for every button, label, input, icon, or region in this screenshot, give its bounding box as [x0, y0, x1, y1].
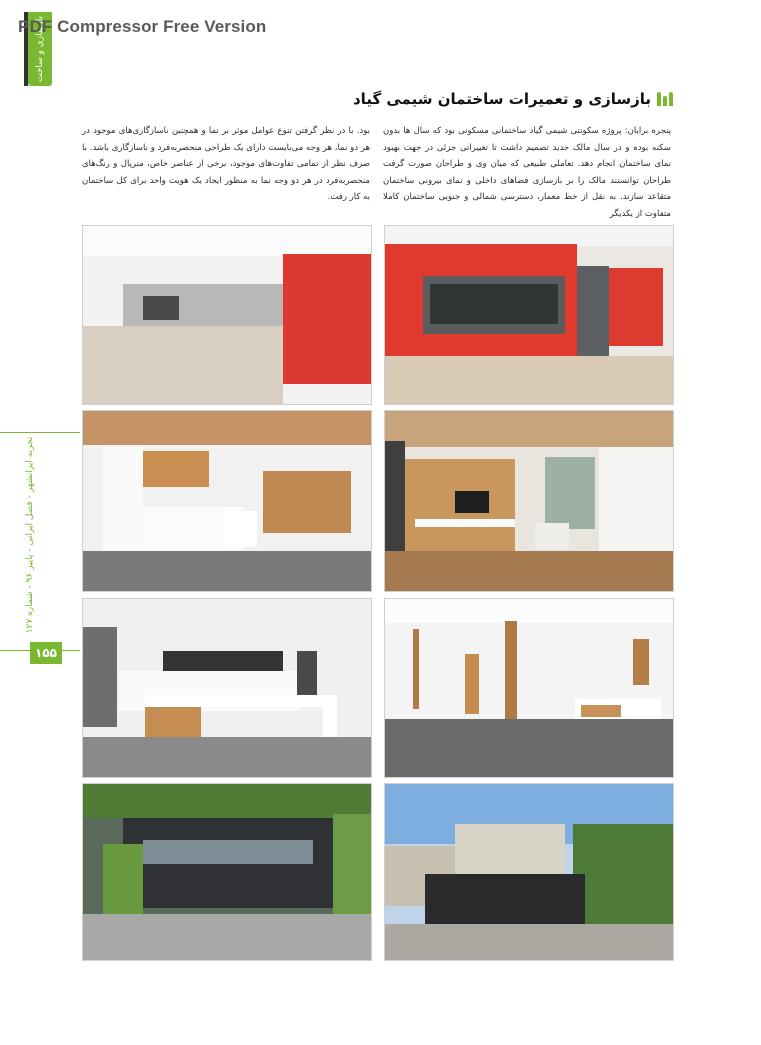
article-title: بازسازی و تعمیرات ساختمان شیمی گیاد: [352, 90, 651, 108]
journal-label-text: تجربه ایرانشهر - فصل ایرانی - پاییز ۹۶ - شماره ۱۲۷: [25, 436, 35, 634]
section-tab-label: بازسازی و ساخت: [35, 15, 45, 83]
article-column-2: بود. با در نظر گرفتن تنوع عوامل موثر بر نما و همچنین ناسازگاری‌های موجود در هر دو نما، هر وجه می‌بایست دارای یک طراحی منحصربه‌فرد و ناسازگاری باشد. با صرف نظر از تمامی تفاوت‌های موجود، برخی از عناصر خاص، متریال و رنگ‌های منحصربه‌فرد در هر دو وجه نما به منظور ایجاد یک هویت واحد برای کل ساختمان به کار رفت.: [82, 126, 370, 203]
photo-exterior-entrance: [82, 783, 372, 961]
photo-red-tile-wall-parking: [82, 225, 372, 405]
photo-hall-wood-panels: [384, 598, 674, 778]
photo-red-tile-facade-interior: [384, 225, 674, 405]
photo-kitchen-wood-cabinets: [82, 410, 372, 592]
side-divider-top: [0, 432, 80, 433]
photo-kitchen-island: [82, 598, 372, 778]
article-column-1: پنجره‌ برایان: پروژه سکونتی شیمی گیاد ساختمانی مسکونی بود که سال ها بدون سکنه بوده و در سال مالک جدید تصمیم داشت تا تغییراتی جزئی در جهت بهبود نمای ساختمان انجام دهد. تعاملی طبیعی که میان وی و طراحان صورت گرفت طراحان توانستند مالک را بر بازسازی فضاهای داخلی و نمای بیرونی ساختمان متقاعد سازند. به نقل از خط معمار، دسترسی شمالی و جنوبی ساختمان کاملا متفاوت از یکدیگر: [383, 126, 671, 219]
watermark-text: PDF Compressor Free Version: [18, 17, 267, 36]
page-number: ۱۵۵: [30, 642, 62, 664]
columns-icon: [657, 92, 673, 106]
article-header: [353, 90, 673, 108]
photo-living-room-tv: [384, 410, 674, 592]
journal-label: [22, 410, 38, 660]
photo-exterior-street-view: [384, 783, 674, 961]
